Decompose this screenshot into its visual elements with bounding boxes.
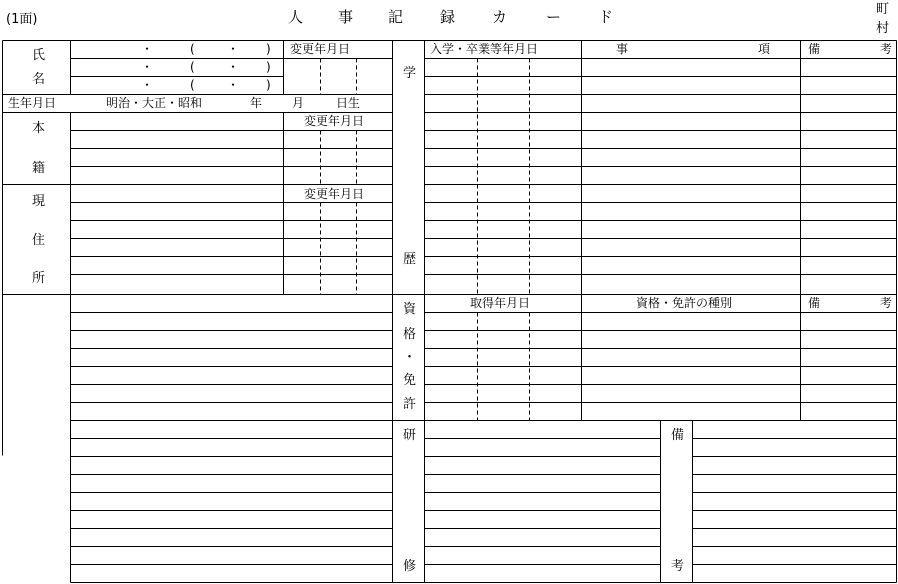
name-change-date-label: 変更年月日 bbox=[290, 42, 351, 56]
name-row-3-dot2: ・ bbox=[227, 78, 240, 92]
training-note-char-1: 備 bbox=[671, 428, 685, 443]
license-side-char-5: 許 bbox=[403, 397, 417, 412]
title-char-7: ド bbox=[598, 8, 614, 26]
address-char-2: 住 bbox=[32, 233, 46, 248]
training-side-char-2: 修 bbox=[403, 559, 417, 574]
name-row-1-open: ( bbox=[190, 42, 195, 56]
birth-eras: 明治・大正・昭和 bbox=[106, 96, 203, 110]
name-row-3-dot: ・ bbox=[141, 78, 154, 92]
birth-label: 生年月日 bbox=[8, 96, 57, 110]
name-row-2-dot: ・ bbox=[141, 60, 154, 74]
title-char-1: 人 bbox=[288, 8, 304, 26]
license-col-note-2: 考 bbox=[880, 296, 893, 310]
birth-month: 月 bbox=[292, 96, 305, 110]
education-col-date: 入学・卒業等年月日 bbox=[430, 42, 539, 56]
name-label-char-1: 氏 bbox=[32, 48, 46, 63]
name-row-3-close: ) bbox=[266, 78, 271, 92]
title-char-4: 録 bbox=[440, 8, 456, 26]
birth-year: 年 bbox=[250, 96, 263, 110]
name-row-2-open: ( bbox=[190, 60, 195, 74]
name-row-1-dot: ・ bbox=[141, 42, 154, 56]
corner-char-1: 町 bbox=[876, 2, 890, 17]
honseki-char-1: 本 bbox=[32, 121, 46, 136]
name-row-1-dot2: ・ bbox=[227, 42, 240, 56]
title-char-5: カ bbox=[492, 8, 508, 26]
name-row-1-close: ) bbox=[266, 42, 271, 56]
name-row-2-dot2: ・ bbox=[227, 60, 240, 74]
education-side-char-1: 学 bbox=[403, 66, 417, 81]
page-side-label: (1面) bbox=[6, 12, 38, 27]
license-side-char-4: 免 bbox=[403, 373, 417, 388]
name-row-2-close: ) bbox=[266, 60, 271, 74]
training-note-char-2: 考 bbox=[671, 559, 685, 574]
education-col-note-2: 考 bbox=[880, 42, 893, 56]
license-side-char-1: 資 bbox=[403, 302, 417, 317]
address-char-3: 所 bbox=[32, 271, 46, 286]
education-col-item-2: 項 bbox=[758, 42, 771, 56]
license-side-char-3: ・ bbox=[403, 350, 417, 365]
license-col-type: 資格・免許の種別 bbox=[636, 296, 733, 310]
license-col-date: 取得年月日 bbox=[470, 296, 531, 310]
honseki-char-2: 籍 bbox=[32, 161, 46, 176]
education-col-note-1: 備 bbox=[808, 42, 821, 56]
name-label-char-2: 名 bbox=[32, 72, 46, 87]
license-side-char-2: 格 bbox=[403, 327, 417, 342]
title-char-3: 記 bbox=[388, 8, 404, 26]
address-change-date-label: 変更年月日 bbox=[304, 187, 365, 201]
title-char-2: 事 bbox=[338, 8, 354, 26]
title-char-6: ー bbox=[546, 8, 562, 26]
training-side-char-1: 研 bbox=[403, 428, 417, 443]
education-side-char-2: 歴 bbox=[403, 252, 417, 267]
corner-char-2: 村 bbox=[876, 21, 890, 36]
honseki-change-date-label: 変更年月日 bbox=[304, 114, 365, 128]
birth-day: 日生 bbox=[336, 96, 361, 110]
license-col-note-1: 備 bbox=[808, 296, 821, 310]
name-row-3-open: ( bbox=[190, 78, 195, 92]
address-char-1: 現 bbox=[32, 194, 46, 209]
education-col-item-1: 事 bbox=[616, 42, 629, 56]
